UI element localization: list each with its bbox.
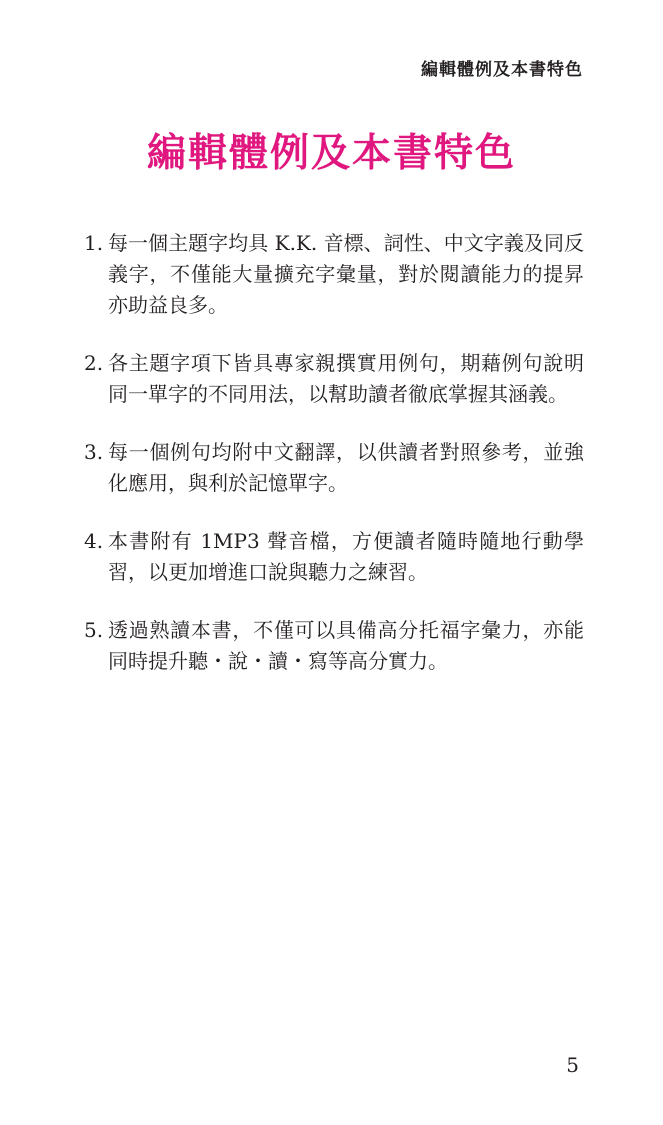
item-number: 1. [84,231,104,255]
feature-list [84,228,584,704]
item-text: 各主題字項下皆具專家親撰實用例句，期藉例句說明同一單字的不同用法，以幫助讀者徹底掌握其涵義。 [108,351,584,406]
page-title: 編輯體例及本書特色 [146,130,516,176]
list-item [84,615,584,677]
item-text: 每一個例句均附中文翻譯，以供讀者對照參考，並強化應用，與利於記憶單字。 [108,440,584,495]
item-text: 透過熟讀本書，不僅可以具備高分托福字彙力，亦能同時提升聽・說・讀・寫等高分實力。 [108,618,584,673]
running-header: 編輯體例及本書特色 [421,60,583,80]
page-number: 5 [566,1053,579,1077]
item-text: 本書附有 1MP3 聲音檔，方便讀者隨時隨地行動學習，以更加增進口說與聽力之練習。 [108,529,584,584]
list-item [84,437,584,499]
item-number: 4. [84,529,104,553]
item-number: 3. [84,440,104,464]
item-number: 5. [84,618,104,642]
item-number: 2. [84,351,104,375]
list-item [84,228,584,321]
list-item [84,348,584,410]
list-item [84,526,584,588]
item-text: 每一個主題字均具 K.K. 音標、詞性、中文字義及同反義字，不僅能大量擴充字彙量，對於閱讀能力的提昇亦助益良多。 [108,231,584,317]
